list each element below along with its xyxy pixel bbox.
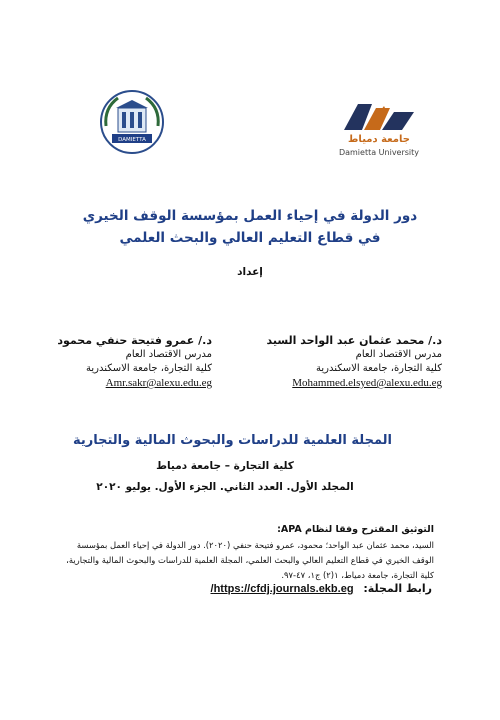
author-block-2 bbox=[37, 334, 212, 391]
seal-text: DAMIETTA bbox=[118, 137, 146, 143]
journal-name: المجلة العلمية للدراسات والبحوث المالية والتجارية bbox=[72, 433, 393, 448]
author-affiliation: كلية التجارة، جامعة الاسكندرية bbox=[85, 363, 212, 374]
author-position: مدرس الاقتصاد العام bbox=[355, 349, 442, 360]
author-position: مدرس الاقتصاد العام bbox=[125, 349, 212, 360]
journal-issue: المجلد الأول. العدد الثاني. الجزء الأول. يوليو ٢٠٢٠ bbox=[96, 481, 354, 493]
citation-text: السيد، محمد عثمان عبد الواحد؛ محمود، عمرو فتيحة حنفي (٢٠٢٠). دور الدولة في إحياء العمل بمؤسسة الوقف الخيري في قطاع التعليم العالي والبحث العلمي، المجلة العلمية للدراسات والبحوث المالية والتجارية، كلية التجارة، جامعة دمياط، ١(٢) ج١، ٤٧-٩٧. bbox=[66, 540, 434, 580]
author-affiliation: كلية التجارة، جامعة الاسكندرية bbox=[315, 363, 442, 374]
paper-title-line2: في قطاع التعليم العالي والبحث العلمي bbox=[119, 230, 381, 246]
journal-link-label: رابط المجلة: bbox=[363, 582, 432, 595]
journal-link-url[interactable]: https://cfdj.journals.ekb.eg/ bbox=[210, 583, 354, 595]
paper-title-line1: دور الدولة في إحياء العمل بمؤسسة الوقف الخيري bbox=[82, 208, 418, 224]
university-name-ar: جامعة دمياط bbox=[348, 134, 410, 145]
prepared-by-label: إعداد bbox=[237, 266, 263, 278]
damietta-university-logo bbox=[338, 100, 420, 166]
author-name: د./ عمرو فتيحة حنفي محمود bbox=[57, 334, 212, 347]
author-email-link[interactable]: Mohammed.elsyed@alexu.edu.eg bbox=[292, 377, 442, 389]
author-name: د./ محمد عثمان عبد الواحد السيد bbox=[266, 334, 442, 347]
author-block-1 bbox=[262, 334, 442, 391]
university-name-en: Damietta University bbox=[338, 148, 420, 157]
journal-faculty: كلية التجارة – جامعة دمياط bbox=[156, 460, 294, 472]
faculty-seal-logo bbox=[98, 88, 166, 156]
journal-link-row bbox=[140, 582, 432, 595]
citation-label: التوثيق المقترح وفقا لنظام APA: bbox=[277, 524, 434, 535]
author-email-link[interactable]: Amr.sakr@alexu.edu.eg bbox=[105, 377, 212, 389]
